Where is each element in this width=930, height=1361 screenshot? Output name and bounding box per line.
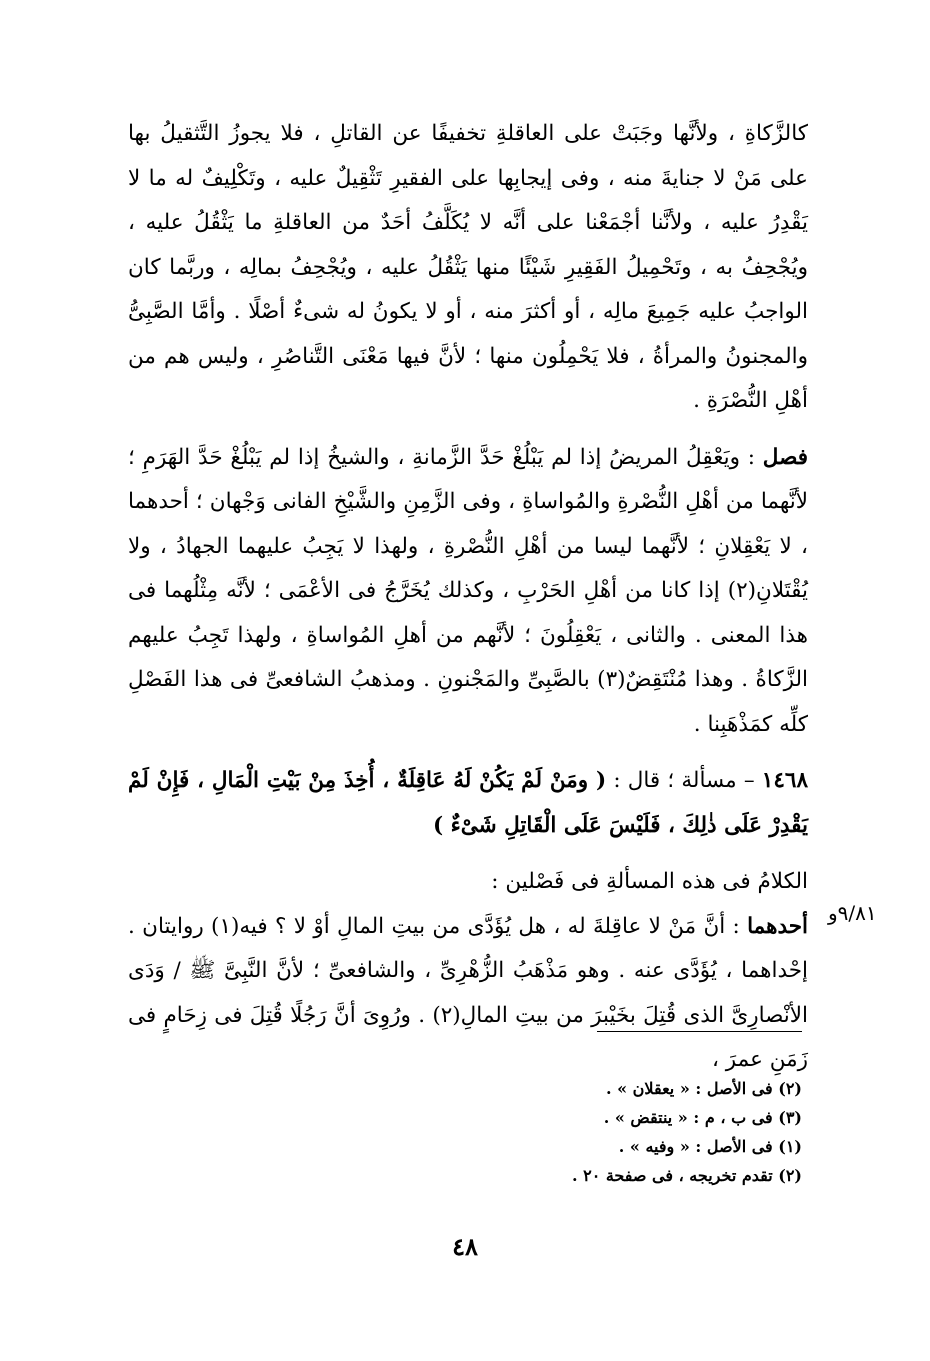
paragraph-fasl-text: : ويَعْقِلُ المريضُ إذا لم يَبْلُغْ حَدَّ الزَّمانةِ ، والشيخُ إذا لم يَبْلُغْ حَدَّ الهَرَمِ ؛ لأنَّهما من أهْلِ النُّصْرةِ والمُواساةِ ، وفى الزَّمِنِ والشَّيْخِ الفانى وَجْهان ؛ أحدهما ، لا يَعْقِلانِ ؛ لأنَّهما ليسا من أهْلِ النُّصْرةِ ، ولهذا لا يَجِبُ عليهما الجهادُ ، ولا يُقْتَلانِ(٢) إذا كانا من أهْلِ الحَرْبِ ، وكذلك يُخَرَّجُ فى الأعْمَى ؛ لأنَّه مِثْلُهما فى هذا المعنى . والثانى ، يَعْقِلُونَ ؛ لأنَّهم من أهلِ المُواساةِ ، ولهذا تَجِبُ عليهم الزَّكاةُ . وهذا مُنْتَقِضٌ(٣) بالصَّبِىِّ والمَجْنونِ . ومذهبُ الشافعىِّ فى هذا الفَصْلِ كلِّه كمَذْهَبِنا . <box>128 444 808 737</box>
masala-heading <box>128 759 808 848</box>
paragraph-1 <box>128 112 808 424</box>
paragraph-kalam <box>128 860 808 905</box>
fasl-heading: فصل <box>762 444 808 470</box>
footnote-2: (٣) فى ب ، م : « ينتقض » . <box>603 1108 802 1127</box>
footnote-1: (٢) فى الأصل : « يعقلان » . <box>605 1079 802 1098</box>
ahaduhuma-heading: أحدهما <box>747 913 808 939</box>
footnote-4: (٢) تقدم تخريجه ، فى صفحة ٢٠ . <box>571 1166 802 1185</box>
masala-quote: ( ومَنْ لَمْ يَكُنْ لَهُ عَاقِلَةٌ ، أُخِذَ مِنْ بَيْتِ الْمَالِ ، فَإِنْ لَمْ يَقْدِرْ عَلَى ذٰلِكَ ، فَلَيْسَ عَلَى الْقَاتِلِ شَىْءٌ ) <box>128 768 808 838</box>
paragraph-ahaduhuma <box>128 905 808 1083</box>
page-number: ٤٨ <box>452 1232 478 1261</box>
paragraph-fasl <box>128 436 808 748</box>
footnotes <box>400 1074 802 1190</box>
margin-folio-note: ٩/٨١و <box>828 901 877 925</box>
paragraph-kalam-text: الكلامُ فى هذه المسألةِ فى فَصْلين : <box>491 869 808 894</box>
masala-number: ١٤٦٨ <box>761 768 808 793</box>
main-text <box>128 112 808 1083</box>
footnote-3: (١) فى الأصل : « وفيه » . <box>618 1137 802 1156</box>
paragraph-1-text: كالزَّكاةِ ، ولأنَّها وجَبَتْ على العاقلةِ تخفيفًا عن القاتلِ ، فلا يجوزُ التَّثقيلُ بها على مَنْ لا جنايةَ منه ، وفى إيجابِها على الفقيرِ تَثْقِيلٌ عليه ، وتَكْلِيفٌ له ما لا يَقْدِرُ عليه ، ولأنَّنا أجْمَعْنا على أنَّه لا يُكَلَّفُ أحَدٌ من العاقلةِ ما يَثْقُلُ عليه ، ويُجْحِفُ به ، وتَحْمِيلُ الفَقِيرِ شَيْئًا منها يَثْقُلُ عليه ، ويُجْحِفُ بمالِه ، وربَّما كان الواجبُ عليه جَمِيعَ مالِه ، أو أكثرَ منه ، أو لا يكونُ له شىءٌ أصْلًا . وأمَّا الصَّبِىُّ والمجنونُ والمرأةُ ، فلا يَحْمِلُون منها ؛ لأنَّ فيها مَعْنَى التَّناصُرِ ، وليس هم من أهْلِ النُّصْرَةِ . <box>128 121 808 413</box>
masala-intro: – مسألة ؛ قال : <box>606 768 762 793</box>
paragraph-ahaduhuma-text: : أنَّ مَنْ لا عاقِلةَ له ، هل يُؤَدَّى من بيتِ المالِ أوْ لا ؟ فيه(١) روايتان . إحْداهما ، يُؤَدَّى عنه . وهو مَذْهَبُ الزُّهْرِىِّ ، والشافعىِّ ؛ لأنَّ النَّبِىَّ ﷺ / وَدَى الأنْصارِىَّ الذى قُتِلَ بخَيْبرَ من بيتِ المالِ(٢) . ورُوِىَ أنَّ رَجُلًا قُتِلَ فى زِحَامٍ فى زَمَنِ عمرَ ، <box>128 913 808 1072</box>
footnote-separator <box>597 1031 802 1032</box>
